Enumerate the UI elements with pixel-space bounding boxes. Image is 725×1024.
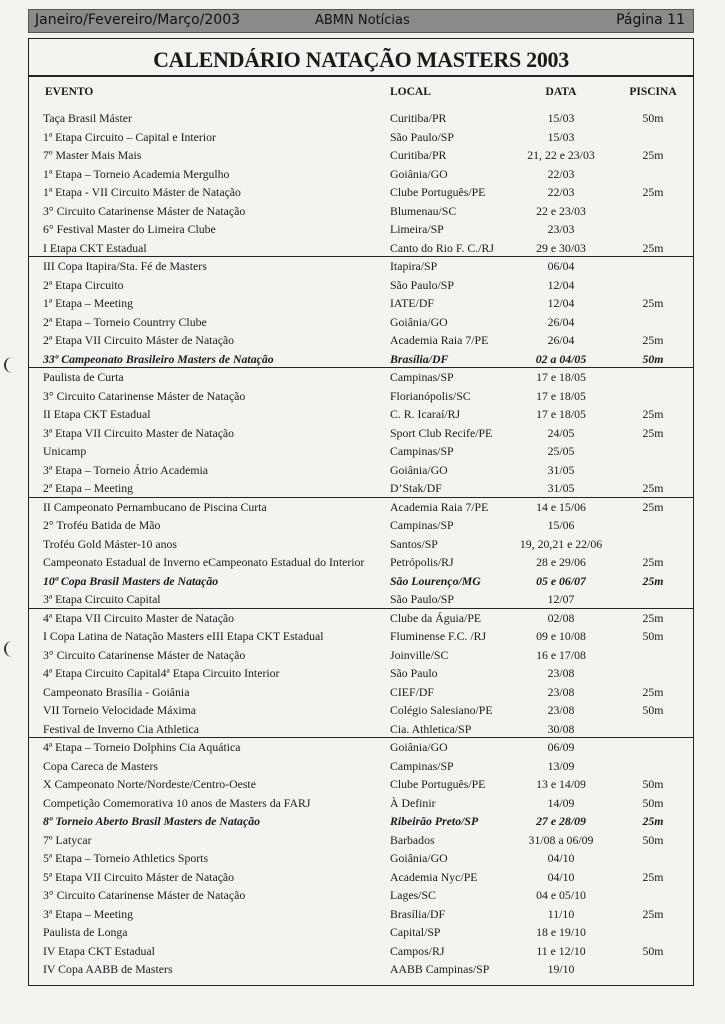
cell-local: Joinville/SC (390, 647, 449, 662)
cell-local: Campinas/SP (390, 518, 454, 532)
table-row (29, 202, 693, 221)
cell-evento: 5ª Etapa – Torneio Athletics Sports (43, 851, 209, 865)
table-row (29, 405, 693, 424)
table-row (29, 276, 693, 295)
cell-local: Lages/SC (390, 888, 436, 902)
table-row (29, 313, 693, 332)
cell-evento: Paulista de Curta (43, 370, 124, 384)
table-row (29, 720, 693, 739)
table-row-highlight (29, 350, 693, 369)
cell-data: 18 e 19/10 (536, 925, 586, 939)
cell-evento: 3° Circuito Catarinense Máster de Natação (43, 203, 246, 218)
cell-local: Limeira/SP (390, 222, 444, 236)
cell-local: Curitiba/PR (390, 148, 447, 162)
table-row (29, 775, 693, 794)
cell-evento: 3ª Etapa – Torneio Átrio Academia (43, 462, 209, 477)
table-row (29, 331, 693, 350)
cell-data: 21, 22 e 23/03 (527, 148, 595, 162)
cell-evento: 4ª Etapa Circuito Capital4ª Etapa Circuito Interior (43, 666, 280, 680)
cell-piscina: 50m (642, 832, 664, 847)
cell-evento: Campeonato Estadual de Inverno eCampeonato Estadual do Interior (43, 555, 365, 569)
cell-evento: 7º Master Mais Mais (43, 148, 142, 162)
cell-evento: 3ª Etapa – Meeting (43, 906, 134, 921)
cell-data: 04/10 (547, 869, 575, 884)
cell-local: Goiânia/GO (390, 314, 448, 329)
cell-evento: 1ª Etapa Circuito – Capital e Interior (43, 129, 216, 144)
table-row (29, 886, 693, 905)
cell-data: 15/03 (547, 111, 575, 125)
cell-data: 05 e 06/07 (536, 573, 586, 588)
cell-local: São Paulo/SP (390, 592, 454, 606)
cell-local: São Paulo/SP (390, 129, 454, 144)
cell-evento: I Etapa CKT Estadual (43, 240, 147, 255)
cell-data: 19/10 (547, 962, 575, 976)
cell-local: Clube da Águia/PE (390, 610, 482, 625)
binder-ring-2 (4, 641, 20, 657)
cell-data: 29 e 30/03 (536, 240, 586, 255)
cell-local: Cia. Athletica/SP (390, 721, 472, 736)
cell-data: 09 e 10/08 (536, 629, 586, 643)
cell-data: 02/08 (547, 610, 575, 625)
table-row-highlight (29, 572, 693, 591)
cell-local: Brasília/DF (390, 906, 446, 921)
cell-local: Ribeirão Preto/SP (390, 814, 479, 828)
cell-data: 12/04 (547, 277, 575, 292)
issue-date: Janeiro/Fevereiro/Março/2003 (35, 12, 241, 28)
cell-evento: 2ª Etapa VII Circuito Máster de Natação (43, 333, 235, 347)
cell-local: IATE/DF (390, 296, 434, 310)
cell-data: 16 e 17/08 (536, 647, 586, 662)
cell-evento: 1ª Etapa - VII Circuito Máster de Natação (43, 185, 241, 199)
cell-piscina: 50m (642, 795, 664, 810)
cell-piscina: 25m (642, 684, 664, 699)
table-row (29, 535, 693, 554)
cell-data: 22 e 23/03 (536, 203, 586, 218)
table-row (29, 942, 693, 961)
cell-piscina: 25m (642, 148, 664, 162)
cell-evento: 3ª Etapa Circuito Capital (43, 592, 161, 606)
cell-evento: 33º Campeonato Brasileiro Masters de Natação (43, 351, 274, 366)
table-row (29, 368, 693, 387)
cell-local: São Paulo (390, 666, 438, 680)
cell-evento: 5ª Etapa VII Circuito Máster de Natação (43, 869, 235, 884)
table-row (29, 220, 693, 239)
cell-data: 17 e 18/05 (536, 370, 586, 384)
cell-piscina: 25m (642, 499, 664, 514)
cell-data: 12/04 (547, 296, 575, 310)
cell-data: 04/10 (547, 851, 575, 865)
cell-local: São Lourenço/MG (390, 573, 481, 588)
cell-local: Goiânia/GO (390, 166, 448, 181)
cell-piscina: 25m (642, 296, 664, 310)
cell-evento: 2ª Etapa – Meeting (43, 481, 134, 495)
cell-local: Clube Português/PE (390, 185, 486, 199)
cell-evento: Festival de Inverno Cia Athletica (43, 721, 199, 736)
column-header-evento: EVENTO (45, 86, 94, 98)
cell-evento: Taça Brasil Máster (43, 111, 132, 125)
table-row (29, 461, 693, 480)
cell-data: 22/03 (547, 185, 575, 199)
cell-data: 31/05 (547, 481, 575, 495)
cell-piscina: 25m (642, 481, 664, 495)
cell-evento: 6° Festival Master do Limeira Clube (43, 222, 216, 236)
cell-data: 13/09 (547, 758, 575, 773)
page-number: Página 11 (616, 12, 685, 28)
cell-data: 17 e 18/05 (536, 388, 586, 403)
cell-evento: II Etapa CKT Estadual (43, 407, 151, 421)
cell-local: Campinas/SP (390, 370, 454, 384)
table-row (29, 424, 693, 443)
cell-data: 26/04 (547, 333, 575, 347)
publication-name: ABMN Notícias (315, 13, 410, 28)
table-row (29, 387, 693, 406)
table-row (29, 257, 693, 276)
cell-evento: I Copa Latina de Natação Masters eIII Etapa CKT Estadual (43, 629, 324, 643)
cell-data: 23/08 (547, 666, 575, 680)
calendar-table (28, 38, 694, 986)
cell-local: Brasília/DF (390, 351, 449, 366)
cell-local: Clube Português/PE (390, 777, 486, 791)
cell-evento: 8º Torneio Aberto Brasil Masters de Natação (43, 814, 260, 828)
title-divider (29, 75, 693, 77)
cell-piscina: 50m (642, 351, 664, 366)
cell-data: 23/03 (547, 222, 575, 236)
cell-data: 23/08 (547, 684, 575, 699)
cell-evento: 1ª Etapa – Meeting (43, 296, 134, 310)
cell-evento: 4ª Etapa VII Circuito Master de Natação (43, 610, 235, 625)
binder-ring-1 (4, 357, 20, 373)
cell-local: Colégio Salesiano/PE (390, 703, 493, 717)
table-row (29, 738, 693, 757)
cell-evento: 3° Circuito Catarinense Máster de Natação (43, 888, 246, 902)
cell-local: Capital/SP (390, 925, 441, 939)
cell-data: 04 e 05/10 (536, 888, 586, 902)
cell-evento: 2ª Etapa – Torneio Countrry Clube (43, 314, 207, 329)
cell-local: Santos/SP (390, 536, 438, 551)
cell-local: À Definir (390, 795, 436, 810)
cell-local: Academia Raia 7/PE (390, 333, 489, 347)
cell-evento: Unicamp (43, 444, 87, 458)
cell-local: Florianópolis/SC (390, 388, 471, 403)
cell-evento: 3ª Etapa VII Circuito Master de Natação (43, 425, 235, 440)
table-row (29, 109, 693, 128)
cell-data: 30/08 (547, 721, 575, 736)
cell-local: Curitiba/PR (390, 111, 447, 125)
cell-piscina: 25m (642, 185, 664, 199)
table-row (29, 609, 693, 628)
cell-local: Canto do Rio F. C./RJ (390, 240, 494, 255)
cell-evento: IV Copa AABB de Masters (43, 962, 173, 976)
cell-evento: 3° Circuito Catarinense Máster de Natação (43, 647, 246, 662)
column-header-piscina: PISCINA (629, 86, 677, 98)
cell-evento: 7º Latycar (43, 832, 92, 847)
cell-data: 06/09 (547, 740, 575, 754)
cell-local: Academia Nyc/PE (390, 869, 478, 884)
cell-local: D’Stak/DF (390, 481, 442, 495)
table-row (29, 165, 693, 184)
cell-piscina: 25m (642, 555, 664, 569)
table-row (29, 590, 693, 609)
table-row (29, 516, 693, 535)
cell-evento: IV Etapa CKT Estadual (43, 943, 155, 958)
cell-local: Fluminense F.C. /RJ (390, 629, 487, 643)
table-row (29, 294, 693, 313)
cell-data: 23/08 (547, 703, 575, 717)
table-row (29, 849, 693, 868)
table-row (29, 128, 693, 147)
cell-evento: 3° Circuito Catarinense Máster de Natação (43, 388, 246, 403)
cell-data: 12/07 (547, 592, 575, 606)
cell-data: 17 e 18/05 (536, 407, 586, 421)
cell-piscina: 50m (642, 777, 664, 791)
cell-data: 26/04 (547, 314, 575, 329)
table-row (29, 868, 693, 887)
cell-local: Academia Raia 7/PE (390, 499, 489, 514)
cell-local: Campos/RJ (390, 943, 445, 958)
cell-local: Goiânia/GO (390, 462, 448, 477)
table-row (29, 757, 693, 776)
cell-local: Barbados (390, 832, 435, 847)
table-row (29, 183, 693, 202)
cell-data: 14/09 (547, 795, 575, 810)
cell-data: 31/05 (547, 462, 575, 477)
cell-piscina: 25m (642, 869, 664, 884)
cell-local: C. R. Icaraí/RJ (390, 407, 461, 421)
cell-data: 15/03 (547, 129, 575, 144)
cell-piscina: 25m (642, 425, 664, 440)
cell-local: Blumenau/SC (390, 203, 457, 218)
cell-piscina: 50m (642, 629, 664, 643)
cell-piscina: 50m (642, 703, 664, 717)
cell-local: Campinas/SP (390, 758, 454, 773)
cell-data: 13 e 14/09 (536, 777, 586, 791)
cell-local: CIEF/DF (390, 684, 434, 699)
cell-evento: Competição Comemorativa 10 anos de Masters da FARJ (43, 795, 311, 810)
cell-evento: 2ª Etapa Circuito (43, 277, 124, 292)
cell-local: Itapira/SP (390, 259, 438, 273)
table-row (29, 239, 693, 258)
cell-data: 25/05 (547, 444, 575, 458)
cell-local: AABB Campinas/SP (390, 962, 490, 976)
cell-data: 19, 20,21 e 22/06 (519, 536, 603, 551)
table-row (29, 905, 693, 924)
cell-piscina: 25m (642, 240, 664, 255)
cell-local: São Paulo/SP (390, 277, 454, 292)
table-row (29, 923, 693, 942)
cell-data: 11 e 12/10 (536, 943, 586, 958)
column-header-local: LOCAL (390, 86, 431, 98)
cell-evento: 10ª Copa Brasil Masters de Natação (43, 573, 219, 588)
cell-data: 06/04 (547, 259, 575, 273)
table-row (29, 646, 693, 665)
cell-piscina: 25m (642, 906, 664, 921)
cell-local: Campinas/SP (390, 444, 454, 458)
cell-local: Goiânia/GO (390, 740, 448, 754)
cell-data: 31/08 a 06/09 (528, 832, 594, 847)
table-row (29, 442, 693, 461)
cell-data: 27 e 28/09 (536, 814, 586, 828)
cell-evento: Paulista de Longa (43, 925, 128, 939)
cell-data: 24/05 (547, 425, 575, 440)
cell-local: Petrópolis/RJ (390, 555, 454, 569)
table-row-highlight (29, 812, 693, 831)
cell-evento: VII Torneio Velocidade Máxima (43, 703, 197, 717)
page-title: CALENDÁRIO NATAÇÃO MASTERS 2003 (153, 47, 569, 72)
cell-evento: 4ª Etapa – Torneio Dolphins Cia Aquática (43, 740, 241, 754)
table-row (29, 553, 693, 572)
cell-evento: X Campeonato Norte/Nordeste/Centro-Oeste (43, 777, 256, 791)
column-headers (29, 86, 693, 102)
table-row (29, 794, 693, 813)
table-row (29, 683, 693, 702)
cell-evento: III Copa Itapira/Sta. Fé de Masters (43, 259, 207, 273)
table-row (29, 831, 693, 850)
cell-piscina: 25m (642, 573, 664, 588)
cell-piscina: 25m (642, 333, 664, 347)
table-row (29, 498, 693, 517)
cell-evento: 2° Troféu Batida de Mão (43, 518, 161, 532)
cell-data: 22/03 (547, 166, 575, 181)
cell-piscina: 50m (642, 943, 664, 958)
cell-piscina: 25m (642, 814, 664, 828)
cell-evento: Copa Careca de Masters (43, 758, 158, 773)
cell-data: 14 e 15/06 (536, 499, 586, 514)
table-row (29, 701, 693, 720)
cell-evento: 1ª Etapa – Torneio Academia Mergulho (43, 166, 230, 181)
table-row (29, 627, 693, 646)
cell-piscina: 25m (642, 610, 664, 625)
cell-local: Goiânia/GO (390, 851, 448, 865)
cell-data: 15/06 (547, 518, 575, 532)
table-row (29, 960, 693, 979)
table-row (29, 479, 693, 498)
table-row (29, 664, 693, 683)
cell-data: 28 e 29/06 (536, 555, 586, 569)
cell-evento: Campeonato Brasília - Goiânia (43, 684, 190, 699)
column-header-data: DATA (545, 86, 577, 98)
cell-piscina: 25m (642, 407, 664, 421)
cell-data: 02 a 04/05 (535, 351, 587, 366)
table-row (29, 146, 693, 165)
cell-local: Sport Club Recife/PE (390, 425, 493, 440)
cell-evento: Troféu Gold Máster-10 anos (43, 536, 177, 551)
cell-evento: II Campeonato Pernambucano de Piscina Curta (43, 499, 267, 514)
cell-piscina: 50m (642, 111, 664, 125)
cell-data: 11/10 (547, 906, 575, 921)
page-header (28, 9, 694, 33)
